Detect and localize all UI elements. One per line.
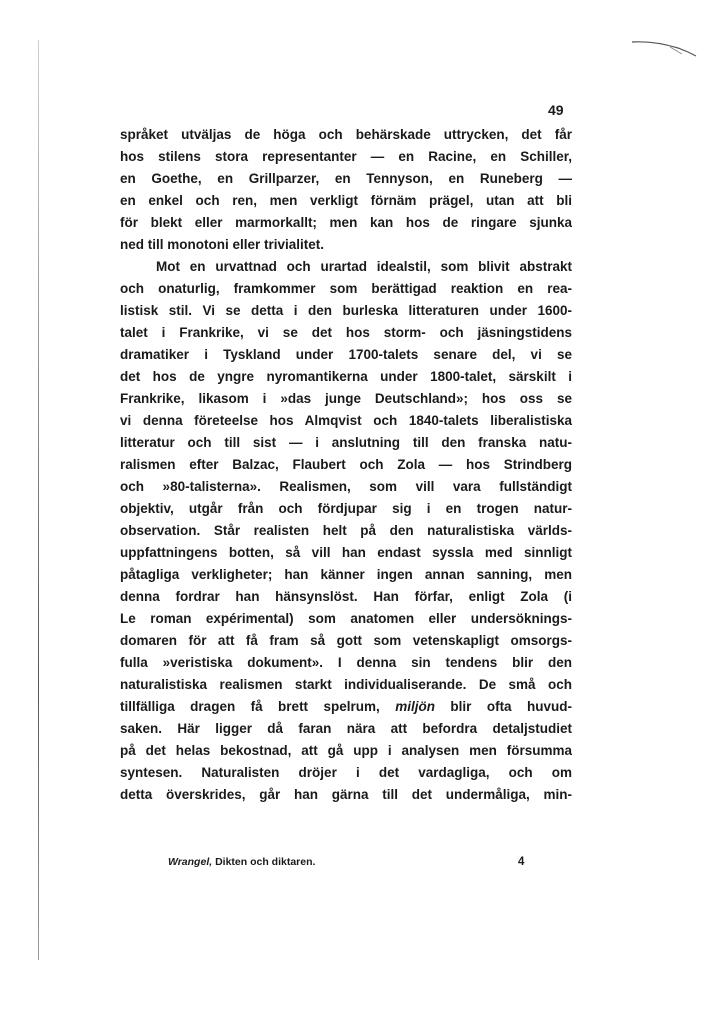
text-line: ned till monotoni eller trivialitet. (120, 237, 325, 252)
italic-word: miljön (395, 699, 435, 714)
text-line: detta överskrides, går han gärna till det undermåliga, min- (120, 787, 572, 802)
text-line: en Goethe, en Grillparzer, en Tennyson, en Runeberg — (120, 171, 572, 186)
text-line: observation. Står realisten helt på den naturalistiska världs- (120, 523, 572, 538)
text-line: och onaturlig, framkommer som berättigad reaktion en rea- (120, 281, 572, 296)
text-line: syntesen. Naturalisten dröjer i det vardagliga, och om (120, 765, 572, 780)
text-line: för blekt eller marmorkallt; men kan hos de ringare sjunka (120, 215, 572, 230)
text-line: påtagliga verkligheter; han känner ingen annan sanning, men (120, 567, 572, 582)
text-line: litteratur och till sist — i anslutning till den franska natu- (120, 435, 572, 450)
text-line: vi denna företeelse hos Almqvist och 1840-talets liberalistiska (120, 413, 572, 428)
text-segment: blir ofta huvud- (450, 699, 572, 714)
footer-signature-line (168, 856, 528, 868)
text-line: Mot en urvattnad och urartad idealstil, som blivit abstrakt (156, 259, 572, 274)
text-line: på det helas bekostnad, att gå upp i analysen men försumma (120, 743, 572, 758)
text-line: listisk stil. Vi se detta i den burleska litteraturen under 1600- (120, 303, 572, 318)
text-line: och »80-talisterna». Realismen, som vill vara fullständigt (120, 479, 572, 494)
text-line: det hos de yngre nyromantikerna under 1800-talet, särskilt i (120, 369, 572, 384)
text-segment: tillfälliga dragen få brett spelrum, (120, 699, 380, 714)
text-line: denna fordrar han hänsynslöst. Han förfar, enligt Zola (i (120, 589, 572, 604)
text-line: Le roman expérimental) som anatomen eller undersöknings- (120, 611, 572, 626)
text-line: naturalistiska realismen starkt individualiserande. De små och (120, 677, 572, 692)
text-line: fulla »veristiska dokument». I denna sin tendens blir den (120, 655, 572, 670)
body-text (120, 124, 572, 806)
text-line: objektiv, utgår från och fördjupar sig i en trogen natur- (120, 501, 572, 516)
text-line: dramatiker i Tyskland under 1700-talets senare del, vi se (120, 347, 572, 362)
text-line: talet i Frankrike, vi se det hos storm- och jäsningstidens (120, 325, 572, 340)
text-line: domaren för att få fram så gott som vetenskapligt omsorgs- (120, 633, 572, 648)
text-line: ralismen efter Balzac, Flaubert och Zola — hos Strindberg (120, 457, 572, 472)
text-line: en enkel och ren, men verkligt förnäm prägel, utan att bli (120, 193, 572, 208)
page-number: 49 (548, 102, 564, 118)
text-line: saken. Här ligger då faran nära att befordra detaljstudiet (120, 721, 572, 736)
scan-edge-line (38, 40, 39, 960)
text-line: Frankrike, likasom i »das junge Deutschland»; hos oss se (120, 391, 572, 406)
text-line: hos stilens stora representanter — en Racine, en Schiller, (120, 149, 572, 164)
printer-signature: 4 (518, 856, 525, 868)
text-line-mixed (120, 696, 572, 718)
text-line: uppfattningens botten, så vill han endast syssla med sinnligt (120, 545, 572, 560)
pencil-mark-icon (630, 38, 700, 68)
text-line: språket utväljas de höga och behärskade uttrycken, det får (120, 127, 572, 142)
footer-author: Wrangel, (168, 856, 213, 868)
footer-title: Dikten och diktaren. (215, 856, 316, 868)
